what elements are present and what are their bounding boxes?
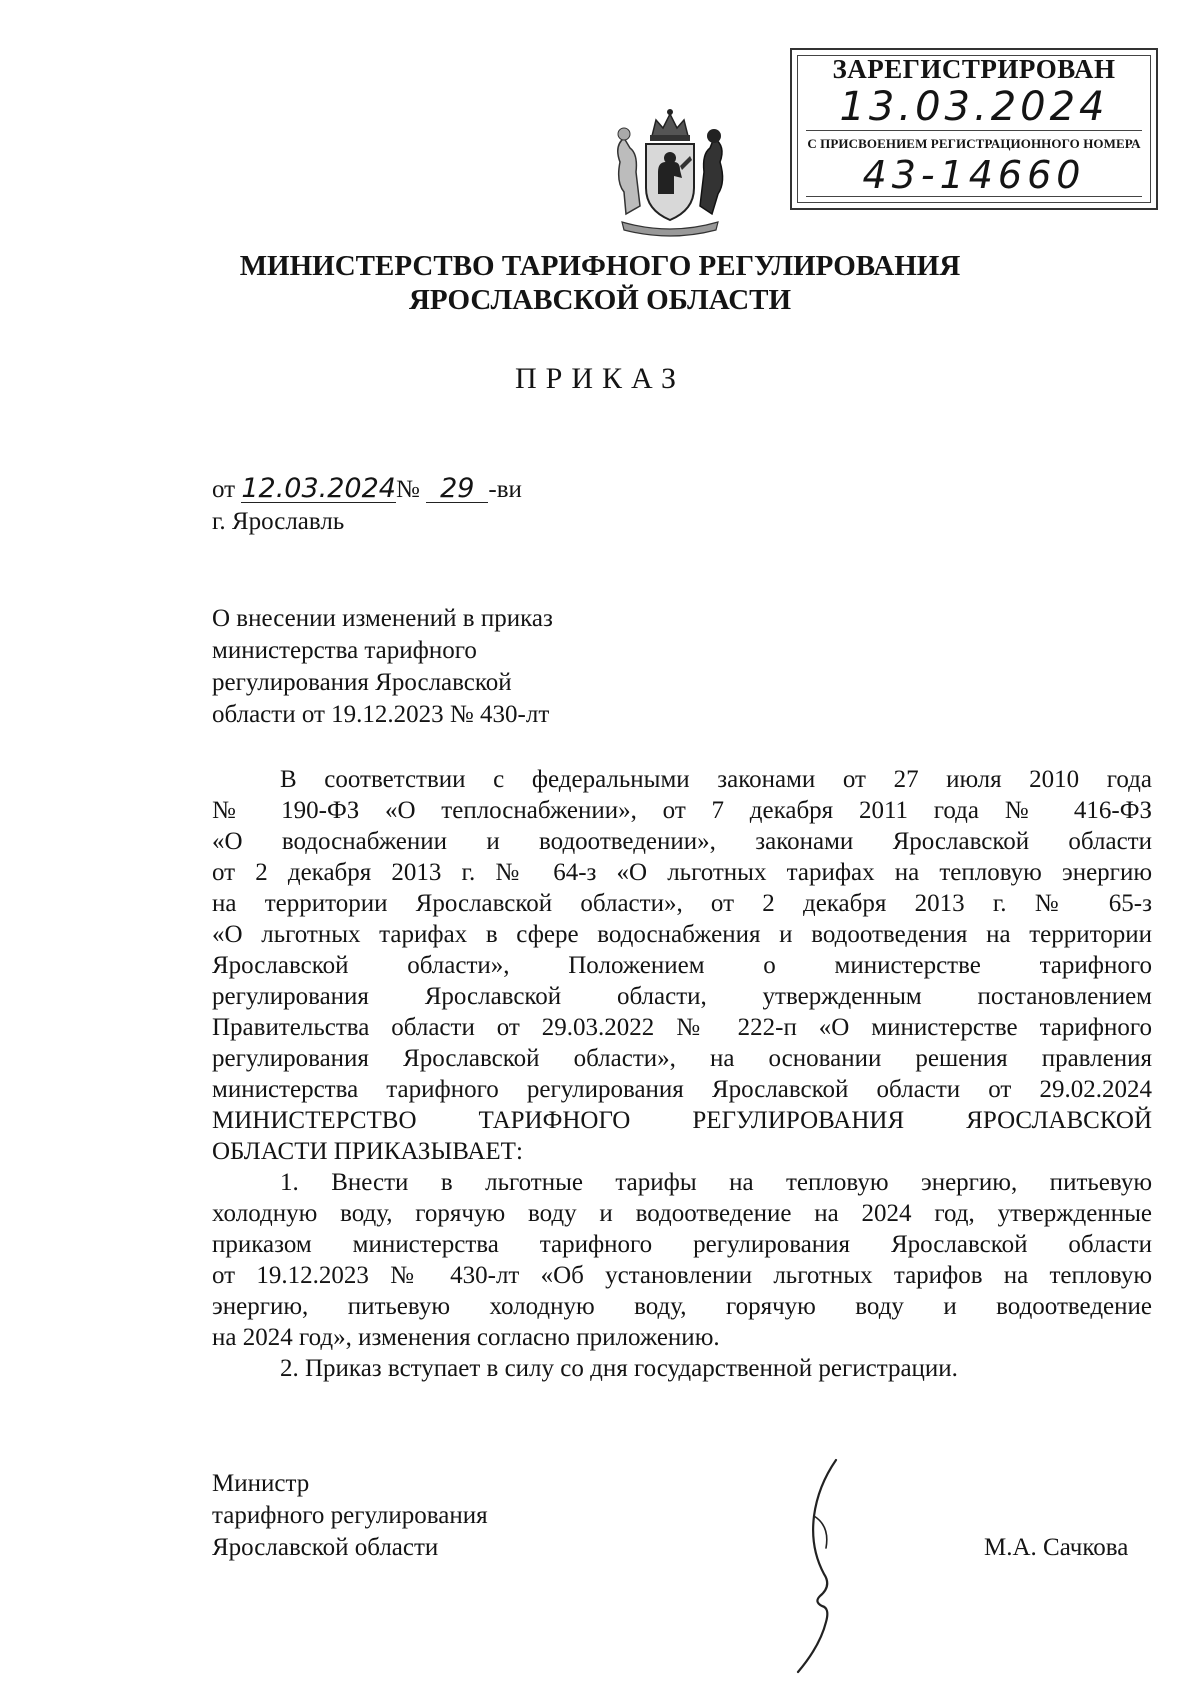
stamp-divider [806, 130, 1142, 131]
body-line: приказом министерства тарифного регулирования Ярославской области [212, 1231, 1152, 1258]
body-line: «О льготных тарифах в сфере водоснабжения и водоотведения на территории [212, 921, 1152, 948]
subject-line: регулирования Ярославской [212, 669, 512, 696]
body-line: энергию, питьевую холодную воду, горячую воду и водоотведение [212, 1293, 1152, 1320]
body-line: Правительства области от 29.03.2022 № 222-п «О министерстве тарифного [212, 1014, 1152, 1041]
body-line: регулирования Ярославской области», на основании решения правления [212, 1045, 1152, 1072]
ministry-name-line-2: ЯРОСЛАВСКОЙ ОБЛАСТИ [408, 284, 792, 316]
body-line: на территории Ярославской области», от 2 декабря 2013 г. № 65-з [212, 890, 1152, 917]
order-number-sign: № [395, 476, 420, 503]
coat-of-arms-icon [600, 102, 740, 242]
body-line: министерства тарифного регулирования Ярославской области от 29.02.2024 [212, 1076, 1152, 1103]
ministry-name-line-1: МИНИСТЕРСТВО ТАРИФНОГО РЕГУЛИРОВАНИЯ [239, 250, 961, 282]
body-line: МИНИСТЕРСТВО ТАРИФНОГО РЕГУЛИРОВАНИЯ ЯРОСЛАВСКОЙ [212, 1107, 1152, 1134]
body-line: Ярославской области», Положением о министерстве тарифного [212, 952, 1152, 979]
stamp-registration-number: 43-14660 [862, 153, 1086, 197]
body-line: регулирования Ярославской области, утвержденным постановлением [212, 983, 1152, 1010]
body-line: 2. Приказ вступает в силу со дня государственной регистрации. [280, 1355, 958, 1382]
registration-stamp [790, 48, 1158, 210]
stamp-divider [806, 196, 1142, 197]
body-line: ОБЛАСТИ ПРИКАЗЫВАЕТ: [212, 1138, 523, 1165]
subject-line: министерства тарифного [212, 637, 477, 664]
handwritten-signature [790, 1456, 870, 1676]
stamp-date: 13.03.2024 [839, 84, 1109, 130]
order-date-handwritten: 12.03.2024 [241, 473, 396, 504]
signatory-name: М.А. Сачкова [984, 1534, 1129, 1561]
subject-line: О внесении изменений в приказ [212, 605, 553, 632]
body-line: на 2024 год», изменения согласно приложению. [212, 1324, 720, 1351]
signatory-title-line: тарифного регулирования [212, 1502, 488, 1529]
body-line: «О водоснабжении и водоотведении», законами Ярославской области [212, 828, 1152, 855]
stamp-caption: С ПРИСВОЕНИЕМ РЕГИСТРАЦИОННОГО НОМЕРА [807, 136, 1141, 151]
body-line: от 19.12.2023 № 430-лт «Об установлении льготных тарифов на тепловую [212, 1262, 1152, 1289]
body-line: 1. Внести в льготные тарифы на тепловую энергию, питьевую [280, 1169, 1152, 1196]
body-line: от 2 декабря 2013 г. № 64-з «О льготных тарифах на тепловую энергию [212, 859, 1152, 886]
signatory-title-line: Министр [212, 1470, 310, 1497]
body-line: холодную воду, горячую воду и водоотведение на 2024 год, утвержденные [212, 1200, 1152, 1227]
order-date-number-line [212, 473, 522, 504]
signatory-title-line: Ярославской области [212, 1534, 439, 1561]
order-date-prefix: от [212, 476, 236, 503]
order-city: г. Ярославль [212, 508, 345, 535]
order-number-suffix: -ви [488, 476, 522, 503]
stamp-title: ЗАРЕГИСТРИРОВАН [832, 54, 1116, 84]
subject-line: области от 19.12.2023 № 430-лт [212, 701, 550, 728]
order-number-handwritten: 29 [426, 476, 488, 503]
body-line: В соответствии с федеральными законами от 27 июля 2010 года [280, 766, 1152, 793]
document-type-title: ПРИКАЗ [515, 362, 685, 395]
body-line: № 190-ФЗ «О теплоснабжении», от 7 декабря 2011 года № 416-ФЗ [212, 797, 1152, 824]
